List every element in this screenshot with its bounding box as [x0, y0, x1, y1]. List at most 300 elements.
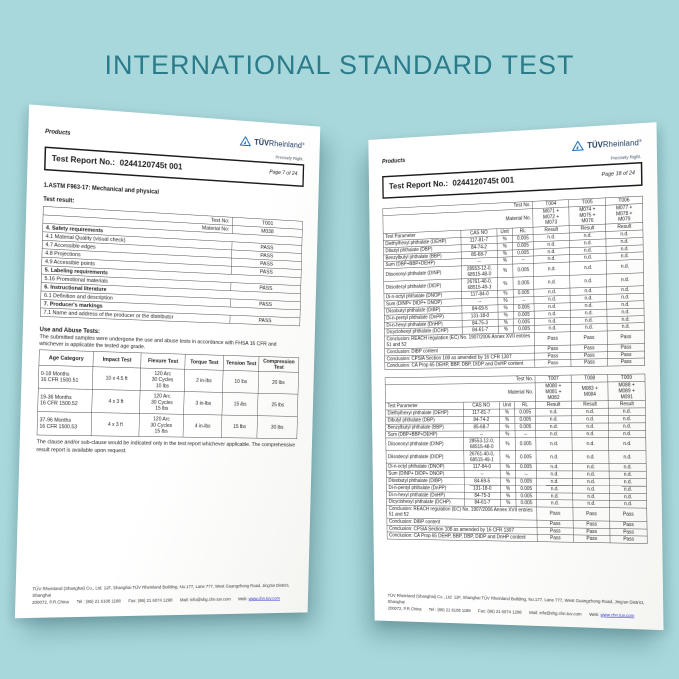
- unit-value: %: [500, 438, 516, 451]
- parameter-row: [386, 451, 646, 464]
- use-abuse-value-cell: 10 x 4.5 ft: [92, 366, 140, 390]
- unit-value: %: [498, 326, 514, 334]
- result-value: n.d.: [570, 253, 607, 262]
- conclusion-result: Pass: [571, 352, 608, 360]
- cas-number: 26761-40-0, 68515-49-1: [462, 278, 498, 292]
- use-abuse-header: Tension Test: [223, 355, 259, 371]
- unit-value: %: [499, 423, 515, 430]
- rl-value: --: [515, 430, 536, 437]
- result-value: n.d.: [570, 302, 607, 310]
- footer-mail: Mail: info@shg.chn.tuv.com: [529, 609, 582, 617]
- conclusion-result: Pass: [573, 507, 610, 521]
- clause-result: PASS: [230, 315, 300, 326]
- clause-label: 7.1 Name and address of the producer or the distributor: [40, 308, 230, 323]
- clause-result: PASS: [230, 299, 300, 310]
- report-number: Test Report No.: 0244120745t 001: [388, 175, 515, 191]
- material-no-value: M088 + M089 + M091: [608, 381, 645, 400]
- result-value: n.d.: [536, 409, 572, 417]
- material-no-row: [385, 381, 645, 403]
- result-value: n.d.: [609, 430, 646, 437]
- use-abuse-header: Age Category: [39, 350, 93, 367]
- footer-fax: Fax: (86) 21 6074 1298: [478, 608, 522, 615]
- result-header: Result: [536, 401, 572, 409]
- cas-number: 84-61-7: [462, 326, 498, 334]
- cas-number: --: [464, 471, 500, 478]
- parameter-name: Diisononyl phthalate (DINP): [386, 438, 464, 451]
- test-no-value: T007: [535, 375, 571, 383]
- result-value: n.d.: [606, 252, 643, 261]
- conclusion-result: Pass: [610, 536, 647, 544]
- result-value: n.d.: [607, 323, 644, 331]
- conclusion-label: Conclusion: CPSIA Section 108 as amended by 16 CFR 1307: [387, 525, 537, 534]
- parameter-name: Benzylbutyl phthalate (BBP): [383, 252, 461, 262]
- cas-number: 131-18-0: [464, 485, 500, 492]
- use-abuse-header: Impact Test: [93, 351, 141, 368]
- cas-number: 85-68-7: [463, 423, 499, 430]
- cas-number: 28553-12-0, 68515-48-0: [461, 265, 497, 279]
- result-value: n.d.: [570, 274, 607, 288]
- parameter-name: Di-n-hexyl phthalate (DnHP): [387, 491, 465, 499]
- conclusion-result: Pass: [608, 351, 645, 359]
- use-abuse-value-cell: 15 lbs: [222, 415, 258, 438]
- age-category-cell: 19-36 Months 16 CFR 1500.52: [38, 388, 93, 412]
- parameter-name: Sum (DBP+BBP+DEHP): [386, 431, 464, 438]
- brand-tagline: Precisely Right.: [275, 154, 304, 162]
- test-no-value: T006: [606, 196, 643, 205]
- parameter-name: Diisobutyl phthalate (DIBP): [386, 477, 464, 485]
- rl-value: 0.005: [513, 263, 534, 277]
- result-value: n.d.: [607, 308, 644, 316]
- cas-number: 117-84-0: [462, 290, 498, 298]
- rl-value: 0.005: [513, 276, 534, 290]
- result-value: n.d.: [609, 423, 646, 431]
- result-value: n.d.: [606, 237, 643, 246]
- phthalate-results-table: [385, 374, 648, 544]
- result-value: n.d.: [573, 500, 610, 508]
- parameter-name: Dicyclohexyl phthalate (DCHP): [387, 498, 465, 506]
- parameter-name: Di-n-octyl phthalate (DNOP): [386, 463, 464, 470]
- result-header: Result: [606, 223, 643, 232]
- result-value: n.d.: [610, 486, 647, 494]
- result-value: n.d.: [609, 471, 646, 479]
- result-value: n.d.: [570, 287, 607, 295]
- use-abuse-title: Use and Abuse Tests:: [39, 325, 101, 335]
- footer-web: Web: www.chn.tuv.com: [589, 611, 635, 618]
- rl-value: 0.005: [514, 325, 535, 333]
- clause-label: 5.16 Promotional materials: [41, 274, 231, 291]
- footer-address2: 200072, P.R.China: [387, 605, 422, 612]
- parameter-name: Diethylhexyl phthalate (DEHP): [385, 409, 463, 417]
- report-page-18: [368, 122, 663, 630]
- result-header: Result: [608, 401, 645, 409]
- result-value: n.d.: [610, 493, 647, 501]
- result-value: n.d.: [608, 408, 645, 416]
- use-abuse-row: [37, 412, 297, 439]
- result-value: n.d.: [536, 464, 572, 471]
- conclusion-label: Conclusion: CA Prop 65 DEHP, BBP, DBP, DIDP and DnHP content: [387, 532, 537, 542]
- footer-address: TÜV Rheinland (Shanghai) Co., Ltd. 12F, Shanghai TÜV Rheinland Building, No.177, Lane 777, West Guangzhong Road, Jing'an District, Shanghai: [387, 592, 645, 605]
- cas-number: 84-69-5: [464, 478, 500, 485]
- result-value: n.d.: [607, 293, 644, 301]
- result-value: n.d.: [572, 451, 609, 464]
- unit-value: %: [497, 235, 513, 243]
- unit-value: %: [500, 478, 516, 485]
- rl-header: RL: [512, 227, 533, 235]
- rl-value: 0.005: [516, 500, 537, 507]
- unit-value: %: [500, 464, 516, 471]
- result-value: n.d.: [573, 471, 610, 478]
- result-value: n.d.: [609, 479, 646, 487]
- cas-number: 117-81-7: [461, 236, 497, 245]
- clause-label: 4.9 Accessible points: [42, 257, 232, 274]
- rl-value: 0.005: [512, 234, 533, 242]
- cas-number: 28553-12-0, 68515-48-0: [464, 438, 500, 451]
- result-value: n.d.: [607, 273, 644, 287]
- result-value: n.d.: [534, 255, 570, 264]
- result-value: n.d.: [572, 416, 609, 424]
- result-value: n.d.: [609, 464, 646, 471]
- result-header: Result: [569, 224, 606, 233]
- parameter-name: Benzylbutyl phthalate (BBP): [386, 424, 464, 431]
- unit-value: %: [498, 297, 514, 305]
- conclusion-result: Pass: [535, 352, 571, 360]
- result-value: n.d.: [572, 423, 609, 430]
- conclusion-result: Pass: [535, 345, 571, 353]
- unit-value: %: [499, 409, 515, 416]
- conclusion-result: Pass: [571, 344, 608, 352]
- result-value: n.d.: [572, 430, 609, 437]
- test-no-value: T009: [608, 374, 645, 382]
- age-category-cell: 0-18 Months 16 CFR 1500.51: [38, 365, 93, 390]
- section-label: 7. Producer's markings: [40, 299, 300, 317]
- result-value: n.d.: [536, 471, 572, 478]
- parameter-name: Diethylhexyl phthalate (DEHP): [383, 238, 461, 248]
- parameter-name: Sum (DINP+ DIDP+ DNOP): [384, 299, 462, 308]
- use-abuse-desc: The submitted samples were undergone the use and abuse tests in accordance with FHSA 16 CFR and whichever is applicable the tested age grade.: [39, 333, 277, 350]
- result-value: n.d.: [533, 233, 569, 242]
- rl-value: 0.005: [515, 451, 536, 464]
- result-value: n.d.: [536, 438, 572, 451]
- result-value: n.d.: [536, 423, 572, 430]
- brand-name: TÜVRheinland®: [254, 138, 305, 151]
- unit-value: %: [498, 312, 514, 320]
- result-value: n.d.: [606, 230, 643, 239]
- products-label: Products: [381, 156, 406, 165]
- param-header: Test Parameter: [385, 402, 463, 410]
- page-title: INTERNATIONAL STANDARD TEST: [104, 50, 575, 80]
- use-abuse-value-cell: 10 lbs: [223, 370, 259, 393]
- result-value: n.d.: [569, 231, 606, 240]
- rl-value: 0.005: [513, 289, 534, 297]
- material-no-value: M038: [232, 225, 302, 237]
- conclusion-result: Pass: [537, 520, 573, 528]
- material-no-value: M080 + M081 + M082: [535, 382, 571, 401]
- parameter-name: Dibutyl phthalate (DBP): [386, 417, 464, 425]
- use-abuse-table: [37, 349, 299, 439]
- products-label: Products: [45, 127, 71, 137]
- conclusion-label: Conclusion: REACH regulation (EC) No. 1907/2006 Annex XVII entries 51 and 52: [384, 333, 534, 349]
- rl-value: 0.005: [513, 242, 534, 250]
- rl-header: RL: [515, 402, 536, 409]
- result-value: n.d.: [534, 262, 570, 276]
- footer-address2: 200072, P.R.China: [32, 599, 69, 605]
- unit-value: %: [500, 500, 516, 507]
- test-result-label: Test result:: [43, 195, 75, 204]
- website-link: www.chn.tuv.com: [600, 611, 635, 618]
- unit-value: %: [497, 243, 513, 251]
- footer-address: TÜV Rheinland (Shanghai) Co., Ltd. 12F, Shanghai TÜV Rheinland Building, No.177, Lane 777, West Guangzhong Road, Jing'an District, Shanghai: [32, 582, 290, 598]
- footer-fax: Fax: (86) 21 6074 1298: [128, 597, 173, 603]
- parameter-name: Di-n-hexyl phthalate (DnHP): [384, 320, 462, 329]
- page-number: Page 7 of 24: [269, 169, 298, 177]
- use-abuse-header: Flexure Test: [141, 353, 186, 369]
- result-header: Result: [533, 226, 569, 235]
- param-header: Test Parameter: [383, 230, 461, 240]
- conclusion-label: Conclusion: CA Prop 65 DEHP, BBP, DBP, DIDP and DnHP content: [385, 360, 535, 370]
- report-page-7: [15, 104, 320, 618]
- unit-value: %: [500, 471, 516, 478]
- result-value: n.d.: [533, 248, 569, 257]
- result-value: n.d.: [571, 316, 608, 324]
- brand-name: TÜVRheinland®: [587, 138, 642, 151]
- result-value: n.d.: [534, 288, 570, 296]
- use-abuse-value-cell: 25 lbs: [258, 393, 298, 416]
- unit-value: %: [500, 485, 516, 492]
- conclusion-result: Pass: [610, 508, 647, 522]
- parameter-name: Dicyclohexyl phthalate (DCHP): [384, 327, 462, 336]
- parameter-name: Di-n-pentyl phthalate (DnPP): [384, 313, 462, 322]
- clause-label: 4.7 Accessible edges: [42, 240, 232, 258]
- unit-value: %: [499, 416, 515, 423]
- cas-number: 117-81-7: [463, 409, 499, 416]
- parameter-row: [386, 437, 646, 450]
- phthalate-table-1: [385, 374, 648, 544]
- result-value: n.d.: [537, 493, 573, 501]
- conclusion-label: Conclusion: DIBP content: [385, 346, 535, 356]
- conclusion-result: Pass: [574, 535, 611, 543]
- unit-value: %: [498, 290, 514, 298]
- conclusion-result: Pass: [537, 535, 573, 543]
- rl-value: 0.005: [515, 438, 536, 451]
- phthalate-table-0: [383, 196, 645, 370]
- rl-value: 0.005: [515, 416, 536, 423]
- rl-value: 0.005: [516, 485, 537, 492]
- test-no-value: T001: [232, 217, 302, 229]
- result-value: n.d.: [573, 464, 610, 471]
- rl-value: 0.005: [513, 249, 534, 257]
- clause-result: PASS: [231, 258, 301, 270]
- test-no-label: Test No.: [385, 376, 535, 385]
- result-value: n.d.: [571, 324, 608, 332]
- result-value: n.d.: [534, 303, 570, 311]
- use-abuse-header: Torque Test: [185, 354, 224, 370]
- clause-label: 6.1 Definition and description: [41, 291, 231, 307]
- section-label: 4. Safety requirements: [43, 223, 302, 245]
- cas-number: 26761-40-0, 68515-49-1: [464, 451, 500, 464]
- rl-value: 0.005: [514, 318, 535, 326]
- result-value: n.d.: [536, 430, 572, 437]
- parameter-name: Diisodecyl phthalate (DIDP): [386, 451, 464, 464]
- result-value: n.d.: [535, 325, 571, 333]
- phthalate-results-table: [383, 196, 645, 370]
- cas-number: --: [461, 258, 497, 266]
- use-abuse-value-cell: 20 lbs: [258, 371, 298, 394]
- age-category-cell: 37-96 Months 16 CFR 1500.53: [37, 412, 92, 436]
- result-value: n.d.: [534, 295, 570, 303]
- cas-number: 131-18-0: [462, 312, 498, 320]
- material-no-label: Material No.: [385, 383, 535, 403]
- website-link: www.chn.tuv.com: [248, 595, 281, 601]
- unit-value: %: [500, 492, 516, 499]
- rl-value: --: [516, 471, 537, 478]
- parameter-name: Sum (DBP+BBP+DEHP): [384, 259, 462, 269]
- result-value: n.d.: [606, 245, 643, 254]
- conclusion-result: Pass: [610, 521, 647, 529]
- use-abuse-value-cell: 2 in-lbs: [184, 369, 223, 393]
- test-no-value: T005: [569, 198, 606, 207]
- cas-number: 84-75-3: [462, 319, 498, 327]
- use-abuse-value-cell: 120 Arc 30 Cycles 10 lbs: [140, 368, 185, 392]
- result-value: n.d.: [536, 416, 572, 423]
- result-value: n.d.: [570, 239, 607, 248]
- rl-value: --: [513, 297, 534, 305]
- result-value: n.d.: [533, 240, 569, 249]
- material-no-label: Material No.: [383, 209, 533, 234]
- tuv-triangle-icon: [572, 139, 585, 154]
- conclusion-result: Pass: [537, 507, 573, 520]
- use-abuse-header: Compression Test: [259, 356, 299, 372]
- conclusion-result: Pass: [607, 330, 644, 344]
- result-value: n.d.: [570, 309, 607, 317]
- result-value: n.d.: [572, 438, 609, 451]
- rl-value: 0.005: [516, 478, 537, 485]
- use-abuse-value-cell: 4 in-lbs: [183, 414, 222, 437]
- unit-value: %: [497, 257, 513, 265]
- result-value: n.d.: [606, 259, 643, 273]
- result-value: n.d.: [534, 317, 570, 325]
- result-value: n.d.: [607, 301, 644, 309]
- material-no-value: M077 + M078 + M079: [606, 203, 643, 224]
- parameter-name: Diisobutyl phthalate (DIBP): [384, 306, 462, 315]
- material-no-value: M083 + M084: [571, 382, 608, 401]
- result-value: n.d.: [573, 493, 610, 501]
- cas-number: 84-61-7: [464, 499, 500, 507]
- cas-number: 84-75-3: [464, 492, 500, 499]
- unit-header: Unit: [499, 402, 515, 409]
- conclusion-result: Pass: [571, 331, 608, 345]
- footer-web: Web: www.chn.tuv.com: [237, 595, 281, 602]
- material-no-label: Material No:: [43, 215, 232, 234]
- unit-header: Unit: [497, 228, 513, 236]
- result-value: n.d.: [607, 315, 644, 323]
- parameter-name: Di-n-octyl phthalate (DNOP): [384, 292, 462, 301]
- conclusion-result: Pass: [610, 528, 647, 536]
- result-value: n.d.: [572, 408, 609, 416]
- unit-value: %: [498, 304, 514, 312]
- unit-value: %: [497, 277, 513, 290]
- rl-value: 0.005: [513, 304, 534, 312]
- cas-number: 84-74-2: [463, 416, 499, 423]
- rl-value: 0.005: [515, 409, 536, 416]
- clause-result: PASS: [231, 283, 301, 294]
- result-header: Result: [572, 401, 609, 409]
- conclusion-result: Pass: [535, 359, 571, 367]
- result-value: n.d.: [537, 500, 573, 508]
- result-value: n.d.: [609, 451, 646, 464]
- result-value: n.d.: [610, 501, 647, 509]
- cas-number: 84-74-2: [461, 243, 497, 252]
- conclusion-result: Pass: [608, 343, 645, 351]
- rl-value: --: [513, 256, 534, 264]
- tuv-logo: [572, 136, 642, 163]
- parameter-name: Dibutyl phthalate (DBP): [383, 245, 461, 255]
- brand-tagline: Precisely Right.: [610, 154, 642, 161]
- unit-value: %: [500, 451, 516, 464]
- report-number: Test Report No.: 0244120745t 001: [51, 153, 183, 172]
- tuv-triangle-icon: [240, 135, 252, 150]
- use-abuse-value-cell: 4 x 3 ft: [92, 390, 140, 414]
- result-value: n.d.: [536, 451, 572, 464]
- result-value: n.d.: [570, 294, 607, 302]
- result-value: n.d.: [537, 485, 573, 493]
- parameter-name: Diisononyl phthalate (DINP): [384, 266, 462, 281]
- cas-number: 84-69-5: [462, 305, 498, 313]
- page-number: Page 18 of 24: [601, 169, 636, 178]
- result-value: n.d.: [607, 286, 644, 294]
- conclusion-result: Pass: [573, 528, 610, 536]
- footer-mail: Mail: info@shg.chn.tuv.com: [179, 596, 231, 603]
- result-value: n.d.: [534, 310, 570, 318]
- use-abuse-value-cell: 120 Arc 30 Cycles 15 lbs: [139, 414, 184, 438]
- section-label: 5. Labeling requirements: [41, 266, 301, 286]
- unit-value: %: [499, 431, 515, 438]
- test-no-value: T004: [533, 200, 569, 209]
- test-no-label: Test No:: [43, 206, 232, 225]
- doc-footer-left: [32, 582, 293, 606]
- conclusion-result: Pass: [608, 358, 645, 366]
- conclusion-label: Conclusion: REACH regulation (EC) No. 1907/2006 Annex XVII entries 51 and 52: [387, 505, 537, 520]
- clause-result: PASS: [231, 266, 301, 277]
- use-abuse-value-cell: 30 lbs: [257, 416, 297, 439]
- cas-number: --: [464, 431, 500, 438]
- cas-header: CAS NO: [461, 229, 497, 238]
- conclusion-label: Conclusion: CPSIA Section 108 as amended by 16 CFR 1307: [385, 353, 535, 363]
- clause-label: 4.8 Projections: [42, 249, 232, 267]
- rl-value: 0.005: [515, 423, 536, 430]
- footer-tel: Tel : (86) 21 6108 1188: [76, 598, 121, 604]
- conclusion-label: Conclusion: DIBP content: [387, 518, 537, 527]
- use-abuse-value-cell: 120 Arc 30 Cycles 15 lbs: [139, 391, 184, 415]
- conclusion-result: Pass: [537, 527, 573, 535]
- result-value: n.d.: [570, 261, 607, 275]
- result-value: n.d.: [573, 478, 610, 486]
- section-label: 6. Instructional literature: [41, 283, 301, 302]
- tuv-logo: [239, 135, 305, 162]
- clause-result: PASS: [231, 250, 301, 262]
- mechanical-result-table: [40, 206, 303, 326]
- clause-note: The clause and/or sub-clause would be indicated only in the test report whichever applicable. The comprehensive result report is available upon request.: [36, 438, 296, 454]
- clause-label: 4.1 Material Quality (visual check): [42, 232, 231, 250]
- conclusion-result: Pass: [535, 332, 571, 346]
- test-no-label: Test No.: [383, 201, 533, 215]
- material-no-value: M074 + M075 + M076: [569, 205, 606, 226]
- rl-value: 0.005: [513, 311, 534, 319]
- cas-number: 85-68-7: [461, 250, 497, 259]
- conclusion-result: Pass: [573, 521, 610, 529]
- result-value: n.d.: [573, 486, 610, 494]
- unit-value: %: [497, 264, 513, 277]
- result-value: n.d.: [570, 246, 607, 255]
